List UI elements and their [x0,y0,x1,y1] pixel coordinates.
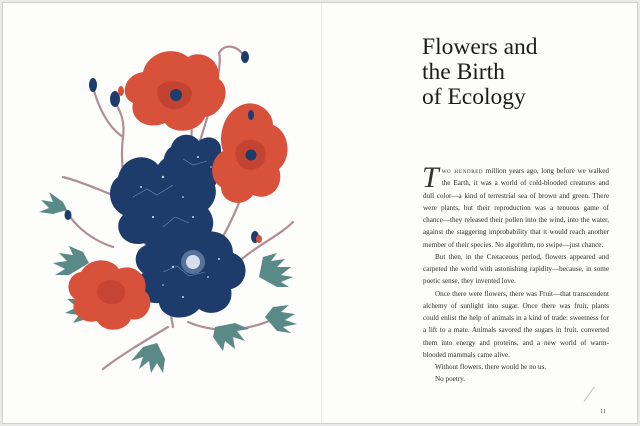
drop-cap: T [422,161,439,194]
paragraph-1-text: million years ago, long before we walked the Earth, it was a world of cold-blooded creatures and dull color—a kind of terrestrial sea of brown and green. There were plants, but their reproduction was a tenuous game of chance—they released their pollen into the wind, into the water, against the staggering improbability that it would reach another member of their species. No algorithm, no swipe—just chance. [423,167,609,249]
page-number: 11 [600,408,607,415]
title-line-2: the Birth [422,59,505,85]
paragraph-1 [422,161,609,251]
chapter-title [422,35,622,110]
folio-rule [584,386,595,401]
lead-in-smallcaps: wo hundred [441,167,484,175]
paragraph-4: Without flowers, there would be no us. [435,363,547,371]
paragraph-2: But then, in the Cretaceous period, flowers appeared and carpeted the world with astonishing rapidity—because, in some poetic sense, they invented love. [423,252,609,286]
paragraph-3: Once there were flowers, there was Fruit—that transcendent alchemy of sunlight into sugar. Once there was fruit, plants could enlist the help of animals in a kind of trade: sweetness for a lift to a mate. Animals savored the sugars in fruit, converted them into energy and proteins, and a new world of warm-blooded mammals came alive. [423,289,609,359]
title-line-1: Flowers and [422,34,538,60]
chapter-body [422,161,609,386]
title-line-3: of Ecology [422,84,526,110]
poppy-illustration [23,27,323,387]
book-spread [2,2,638,424]
paragraph-5: No poetry. [435,375,466,384]
